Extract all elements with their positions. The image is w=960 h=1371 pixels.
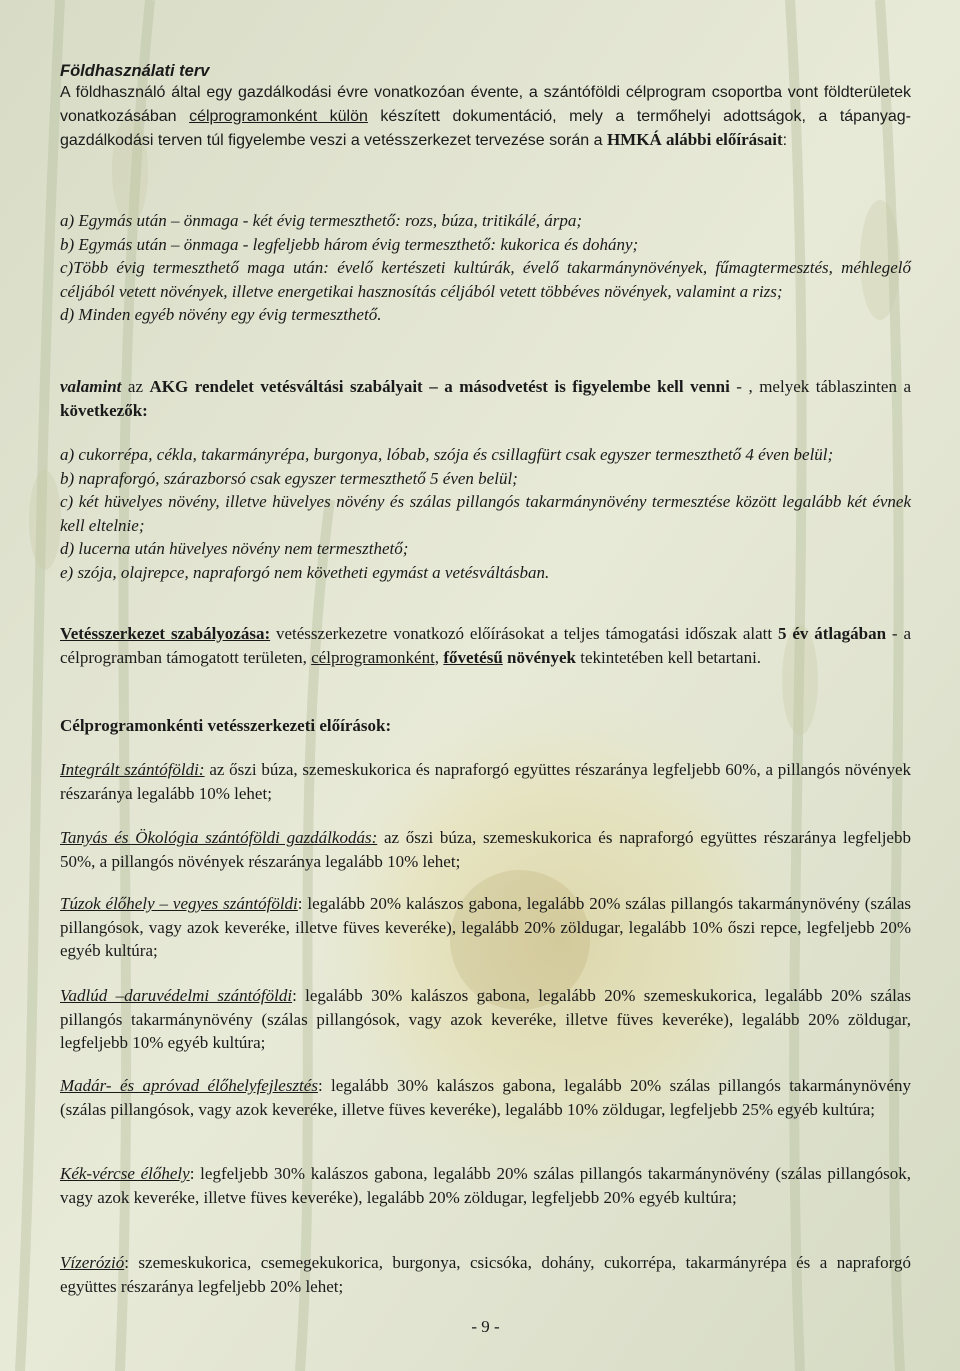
hmka-rules-list <box>60 209 911 327</box>
akg-bold: következők: <box>60 400 148 420</box>
list-item: d) Minden egyéb növény egy évig termeszthető. <box>60 305 382 324</box>
program-name: Túzok élőhely – vegyes szántóföldi <box>60 894 298 913</box>
program-item <box>60 1074 911 1121</box>
list-item: c) két hüvelyes növény, illetve hüvelyes növény és szálas pillangós takarmánynövény termesztése között legalább két évnek kell eltelnie; <box>60 492 911 535</box>
program-item <box>60 1162 911 1209</box>
list-item: c)Több évig termeszthető maga után: évelő kertészeti kultúrák, évelő takarmánynövények, fűmagtermesztés, méhlegelő céljából vetett növények, illetve energetikai hasznosítás céljából vetett többéves növények, valamint a rizs; <box>60 258 911 301</box>
regulation-bold-underlined: fővetésű <box>443 647 503 667</box>
regulation-underlined: célprogramonként, <box>311 647 440 667</box>
list-item: b) Egymás után – önmaga - legfeljebb három évig termeszthető: kukorica és dohány; <box>60 234 639 254</box>
program-name: Vízerózió <box>60 1253 125 1272</box>
program-text: : legfeljebb 30% kalászos gabona, legalább 20% szálas pillangós takarmánynövény (szálas pillangósok, vagy azok keveréke, illetve füves keveréke), legalább 20% zöldugar, legfeljebb 20% egyéb kultúra; <box>60 1164 911 1207</box>
akg-bold-italic: valamint <box>60 377 122 396</box>
program-item <box>60 758 911 805</box>
akg-bold: AKG rendelet vetésváltási szabályait – a másodvetést is figyelembe kell venni <box>149 377 730 396</box>
program-item <box>60 1251 911 1298</box>
program-name: Tanyás és Ökológia szántóföldi gazdálkodás: <box>60 828 378 847</box>
list-item: e) szója, olajrepce, napraforgó nem követheti egymást a vetésváltásban. <box>60 562 550 582</box>
program-name: Vadlúd –daruvédelmi szántóföldi <box>60 986 293 1005</box>
list-item: a) cukorrépa, cékla, takarmányrépa, burgonya, lóbab, szója és csillagfürt csak egyszer termeszthető 4 éven belül; <box>60 445 834 464</box>
akg-rules-list <box>60 443 911 584</box>
regulation-text: vetésszerkezetre vonatkozó előírásokat a teljes támogatási időszak alatt <box>270 624 778 643</box>
intro-text: készített dokumentáció, mely a termőhelyi adottságok, a tápanyag-gazdálkodási terven túl figyelembe veszi a vetésszerkezet tervezése során a <box>60 107 911 149</box>
regulation-text: tekintetében kell betartani. <box>576 647 762 667</box>
intro-text: A földhasználó által egy gazdálkodási évre vonatkozóan évente, a szántóföldi célprogram csoportba vont földterületek vonatkozásában <box>60 84 911 125</box>
intro-underlined: célprogramonként külön <box>189 107 368 125</box>
regulation-bold: 5 év átlagában <box>777 624 887 643</box>
intro-bold: HMKÁ alábbi előírásait <box>606 130 783 149</box>
regulation-heading: Vetésszerkezet szabályozása: <box>60 624 271 643</box>
regulation-text: - a célprogramban támogatott területen, <box>60 624 911 667</box>
regulation-paragraph <box>60 622 911 669</box>
document-title: Földhasználati terv <box>60 62 210 80</box>
program-item <box>60 984 911 1055</box>
regulation-bold: növények <box>507 647 577 667</box>
program-text: : legalább 20% kalászos gabona, legalább 20% szálas pillangós takarmánynövény (szálas pillangósok, vagy azok keveréke, illetve füves keveréke), legalább 20% zöldugar, legalább 10% őszi repce, legfeljebb 20% egyéb kultúra; <box>60 894 912 960</box>
list-item: a) Egymás után – önmaga - két évig termeszthető: rozs, búza, tritikálé, árpa; <box>60 211 583 230</box>
intro-paragraph <box>60 81 911 153</box>
programs-heading: Célprogramonkénti vetésszerkezeti előírások: <box>60 716 392 735</box>
list-item: d) lucerna után hüvelyes növény nem termeszthető; <box>60 539 409 558</box>
akg-text: az <box>121 377 150 396</box>
program-text: : szemeskukorica, csemegekukorica, burgonya, csicsóka, dohány, cukorrépa, takarmányrépa és a napraforgó együttes részaránya legfeljebb 20% lehet; <box>60 1253 911 1296</box>
program-name: Integrált szántóföldi: <box>60 760 205 779</box>
page-number: - 9 - <box>471 1317 500 1336</box>
program-text: az őszi búza, szemeskukorica és napraforgó együttes részaránya legfeljebb 50%, a pillangós növények részaránya legalább 10% lehet; <box>60 828 911 871</box>
akg-paragraph <box>60 375 911 422</box>
akg-text: - , melyek táblaszinten a <box>729 377 911 396</box>
program-name: Kék-vércse élőhely <box>60 1164 190 1183</box>
program-name: Madár- és apróvad élőhelyfejlesztés <box>60 1076 318 1095</box>
program-text: az őszi búza, szemeskukorica és napraforgó együttes részaránya legfeljebb 60%, a pillangós növények részaránya legalább 10% lehet; <box>60 760 911 803</box>
list-item: b) napraforgó, szárazborsó csak egyszer termeszthető 5 éven belül; <box>60 468 518 488</box>
program-item <box>60 826 911 873</box>
program-item <box>60 892 911 963</box>
program-text: : legalább 30% kalászos gabona, legalább 20% szálas pillangós takarmánynövény (szálas pillangósok, vagy azok keveréke, illetve füves keveréke), legalább 10% zöldugar, legfeljebb 25% egyéb kultúra; <box>60 1076 911 1119</box>
program-text: : legalább 30% kalászos gabona, legalább 20% szemeskukorica, legalább 20% szálas pillangós takarmánynövény (szálas pillangósok, vagy azok keveréke, illetve füves keveréke), legalább 20% zöldugar, legfeljebb 10% egyéb kultúra; <box>60 986 912 1052</box>
intro-text: : <box>782 132 788 149</box>
